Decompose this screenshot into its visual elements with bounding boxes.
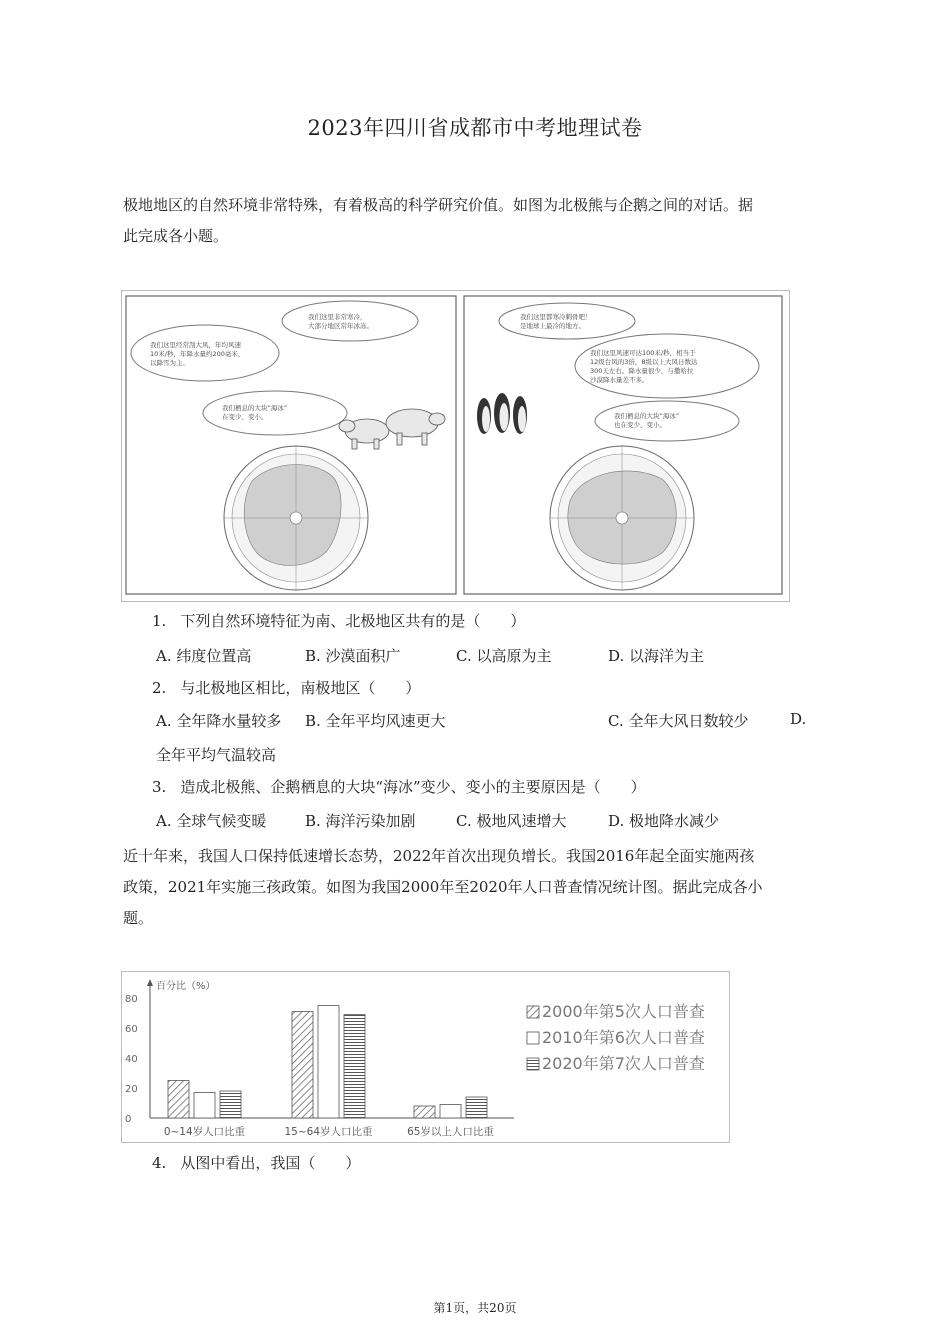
question-1 [152, 610, 525, 632]
right-bubble-top-line-2: 是地球上最冷的地方。 [520, 322, 585, 330]
right-bubble-mid-line-4: 沙漠降水量差不多。 [590, 376, 649, 384]
q3-option-d[interactable]: D. 极地降水减少 [608, 812, 720, 830]
question-4 [152, 1152, 360, 1174]
q1-option-c[interactable]: C. 以高原为主 [456, 647, 552, 665]
question-2-number: 2. [152, 679, 167, 697]
q2-option-c[interactable]: C. 全年大风日数较少 [608, 712, 749, 730]
q2-option-a[interactable]: A. 全年降水量较多 [156, 712, 282, 730]
question-1-stem: 下列自然环境特征为南、北极地区共有的是（ ） [180, 612, 526, 630]
question-3-number: 3. [152, 778, 167, 796]
question-3 [152, 776, 646, 798]
right-bubble-mid-line-2: 12级台风的3倍，8级以上大风日数达 [590, 358, 698, 366]
bar-2-2 [318, 1006, 339, 1119]
left-bubble-mid-line-2: 10米/秒，年降水量约200毫米， [150, 350, 245, 358]
legend-swatch-1 [527, 1006, 539, 1018]
x-category-label: 0~14岁人口比重 [163, 1126, 246, 1138]
q1-option-d[interactable]: D. 以海洋为主 [608, 647, 705, 665]
q3-option-c[interactable]: C. 极地风速增大 [456, 812, 567, 830]
polar-dialogue-figure [121, 290, 790, 602]
intro-1-line-1: 极地地区的自然环境非常特殊，有着极高的科学研究价值。如图为北极熊与企鹅之间的对话。据 [123, 196, 754, 214]
question-2-option-d-wrap [152, 744, 852, 766]
question-2 [152, 677, 420, 699]
q2-option-b[interactable]: B. 全年平均风速更大 [305, 712, 446, 730]
right-bubble-mid-line-1: 我们这里风速可达100米/秒，相当于 [590, 349, 696, 357]
x-category-label: 65岁以上人口比重 [407, 1126, 494, 1138]
legend-label-3: 2020年第7次人口普查 [542, 1054, 705, 1073]
bar-1-2 [194, 1093, 215, 1119]
bar-3-3 [466, 1097, 487, 1118]
left-bubble-top-line-1: 我们这里非常寒冷， [308, 313, 367, 321]
question-3-stem: 造成北极熊、企鹅栖息的大块“海冰”变少、变小的主要原因是（ ） [180, 778, 646, 796]
right-bubble-top-line-1: 我们这里都寒冷刺骨吧！ [520, 313, 592, 321]
intro-paragraph-2 [123, 841, 833, 934]
legend-swatch-3 [527, 1058, 539, 1070]
intro-2-line-2: 政策，2021年实施三孩政策。如图为我国2000年至2020年人口普查情况统计图。据此完成各小 [123, 878, 763, 896]
y-tick-label: 0 [125, 1114, 132, 1125]
question-2-options [152, 710, 852, 732]
census-chart-figure [121, 971, 730, 1143]
intro-2-line-3: 题。 [123, 909, 154, 927]
census-bar-chart [122, 972, 729, 1142]
intro-1-line-2: 此完成各小题。 [123, 227, 229, 245]
y-tick-label: 20 [125, 1084, 138, 1095]
left-bubble-low-line-2: 在变少、变小。 [222, 413, 268, 421]
intro-2-line-1: 近十年来，我国人口保持低速增长态势，2022年首次出现负增长。我国2016年起全面实施两孩 [123, 847, 755, 865]
right-bubble-low-line-2: 也在变少、变小。 [614, 421, 666, 429]
q2-option-d-text[interactable]: 全年平均气温较高 [156, 746, 277, 764]
page-footer: 第1页，共20页 [433, 1301, 517, 1315]
y-tick-label: 80 [125, 994, 138, 1005]
bar-2-3 [344, 1015, 365, 1119]
question-2-stem: 与北极地区相比，南极地区（ ） [180, 679, 421, 697]
question-1-number: 1. [152, 612, 167, 630]
bar-2-1 [292, 1012, 313, 1119]
page-title: 2023年四川省成都市中考地理试卷 [307, 116, 643, 140]
y-axis-label: 百分比（%） [156, 981, 216, 992]
y-tick-label: 40 [125, 1054, 138, 1065]
question-4-number: 4. [152, 1154, 167, 1172]
legend-swatch-2 [527, 1032, 539, 1044]
bar-3-2 [440, 1105, 461, 1119]
q1-option-a[interactable]: A. 纬度位置高 [156, 647, 252, 665]
x-category-label: 15~64岁人口比重 [284, 1126, 373, 1138]
bar-3-1 [414, 1106, 435, 1118]
left-bubble-mid-line-1: 我们这里经常刮大风，年均风速 [150, 341, 241, 349]
q3-option-b[interactable]: B. 海洋污染加剧 [305, 812, 416, 830]
y-tick-label: 60 [125, 1024, 138, 1035]
penguin-illustration [477, 393, 527, 434]
q1-option-b[interactable]: B. 沙漠面积广 [305, 647, 401, 665]
right-bubble-mid-line-3: 300天左右。降水量很少，与撒哈拉 [590, 367, 694, 375]
polar-dialogue-image [122, 291, 789, 601]
q3-option-a[interactable]: A. 全球气候变暖 [156, 812, 267, 830]
intro-paragraph-1 [123, 190, 833, 252]
left-bubble-mid-line-3: 以降雪为主。 [150, 359, 189, 367]
left-bubble-top-line-2: 大部分地区常年冰冻。 [308, 322, 373, 330]
chart-legend [527, 1002, 705, 1073]
right-bubble-low-line-1: 我们栖息的大块“海冰” [614, 412, 680, 420]
question-1-options [152, 645, 852, 667]
left-bubble-low-line-1: 我们栖息的大块“海冰” [222, 404, 288, 412]
bar-1-3 [220, 1091, 241, 1118]
q2-option-d-label[interactable]: D. [790, 710, 807, 728]
legend-label-2: 2010年第6次人口普查 [542, 1028, 705, 1047]
chart-bars [164, 1006, 495, 1139]
y-axis-arrow-icon [147, 979, 153, 986]
question-3-options [152, 810, 852, 832]
bar-1-1 [168, 1081, 189, 1119]
question-4-stem: 从图中看出，我国（ ） [180, 1154, 361, 1172]
legend-label-1: 2000年第5次人口普查 [542, 1002, 705, 1021]
